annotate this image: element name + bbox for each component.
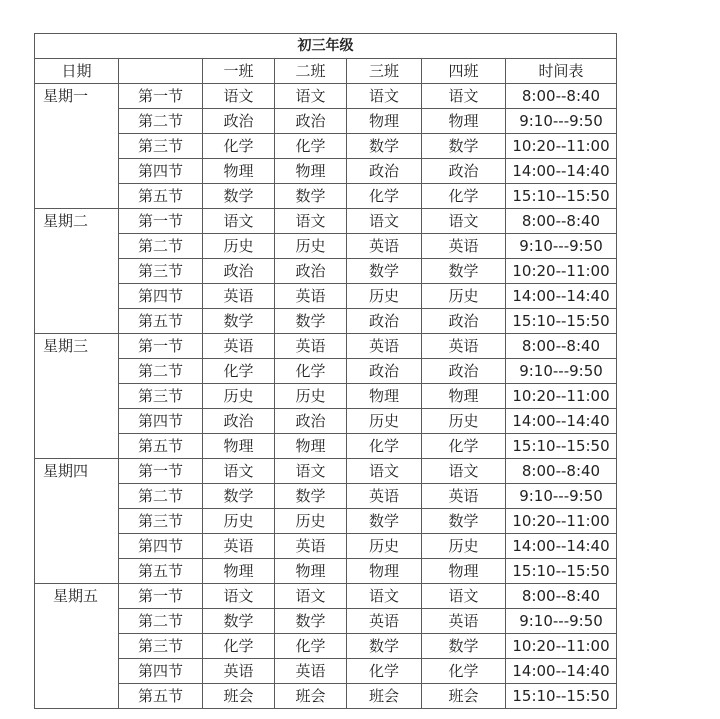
period-label: 第四节 <box>119 659 203 684</box>
period-label: 第三节 <box>119 509 203 534</box>
period-label: 第五节 <box>119 309 203 334</box>
class-subject-cell: 历史 <box>422 534 506 559</box>
class-subject-cell: 化学 <box>347 434 422 459</box>
table-row <box>35 484 617 509</box>
class-subject-cell: 语文 <box>203 84 275 109</box>
class-subject-cell: 英语 <box>347 609 422 634</box>
class-subject-cell: 语文 <box>422 584 506 609</box>
day-label: 星期二 <box>35 209 119 334</box>
class-subject-cell: 英语 <box>275 284 347 309</box>
time-cell: 10:20--11:00 <box>506 634 617 659</box>
class-subject-cell: 英语 <box>422 484 506 509</box>
table-row <box>35 384 617 409</box>
class-subject-cell: 化学 <box>275 134 347 159</box>
header-class-3: 三班 <box>347 59 422 84</box>
class-subject-cell: 语文 <box>203 209 275 234</box>
class-subject-cell: 语文 <box>422 209 506 234</box>
class-subject-cell: 语文 <box>203 459 275 484</box>
table-row <box>35 559 617 584</box>
table-title: 初三年级 <box>35 34 617 59</box>
period-label: 第三节 <box>119 634 203 659</box>
time-cell: 15:10--15:50 <box>506 684 617 709</box>
table-row <box>35 84 617 109</box>
period-label: 第一节 <box>119 209 203 234</box>
class-subject-cell: 语文 <box>347 209 422 234</box>
class-subject-cell: 化学 <box>203 134 275 159</box>
time-cell: 9:10---9:50 <box>506 484 617 509</box>
header-class-4: 四班 <box>422 59 506 84</box>
class-subject-cell: 语文 <box>347 584 422 609</box>
class-subject-cell: 物理 <box>203 434 275 459</box>
class-subject-cell: 化学 <box>203 359 275 384</box>
class-subject-cell: 化学 <box>347 184 422 209</box>
table-row <box>35 109 617 134</box>
time-cell: 15:10--15:50 <box>506 559 617 584</box>
period-label: 第一节 <box>119 584 203 609</box>
class-subject-cell: 政治 <box>422 309 506 334</box>
table-row <box>35 659 617 684</box>
class-subject-cell: 班会 <box>422 684 506 709</box>
class-subject-cell: 数学 <box>347 509 422 534</box>
class-subject-cell: 语文 <box>422 459 506 484</box>
time-cell: 8:00--8:40 <box>506 459 617 484</box>
period-label: 第五节 <box>119 559 203 584</box>
class-subject-cell: 化学 <box>422 659 506 684</box>
header-date: 日期 <box>35 59 119 84</box>
table-row <box>35 334 617 359</box>
class-subject-cell: 语文 <box>275 209 347 234</box>
class-subject-cell: 数学 <box>203 309 275 334</box>
time-cell: 8:00--8:40 <box>506 209 617 234</box>
class-subject-cell: 数学 <box>275 184 347 209</box>
time-cell: 9:10---9:50 <box>506 609 617 634</box>
table-row <box>35 409 617 434</box>
header-period <box>119 59 203 84</box>
class-subject-cell: 历史 <box>203 509 275 534</box>
time-cell: 8:00--8:40 <box>506 84 617 109</box>
class-subject-cell: 物理 <box>422 559 506 584</box>
class-subject-cell: 英语 <box>275 334 347 359</box>
period-label: 第一节 <box>119 84 203 109</box>
class-subject-cell: 化学 <box>422 434 506 459</box>
class-subject-cell: 班会 <box>203 684 275 709</box>
class-subject-cell: 历史 <box>275 234 347 259</box>
period-label: 第五节 <box>119 434 203 459</box>
class-subject-cell: 物理 <box>275 434 347 459</box>
period-label: 第五节 <box>119 184 203 209</box>
class-subject-cell: 化学 <box>347 659 422 684</box>
class-subject-cell: 英语 <box>347 334 422 359</box>
table-row <box>35 584 617 609</box>
period-label: 第四节 <box>119 534 203 559</box>
class-subject-cell: 数学 <box>347 634 422 659</box>
class-subject-cell: 数学 <box>347 134 422 159</box>
class-subject-cell: 英语 <box>347 234 422 259</box>
schedule-table <box>34 33 617 709</box>
class-subject-cell: 英语 <box>275 659 347 684</box>
period-label: 第四节 <box>119 409 203 434</box>
class-subject-cell: 历史 <box>422 284 506 309</box>
period-label: 第二节 <box>119 234 203 259</box>
class-subject-cell: 数学 <box>422 634 506 659</box>
class-subject-cell: 语文 <box>347 84 422 109</box>
class-subject-cell: 政治 <box>422 159 506 184</box>
class-subject-cell: 物理 <box>422 384 506 409</box>
time-cell: 8:00--8:40 <box>506 584 617 609</box>
time-cell: 10:20--11:00 <box>506 384 617 409</box>
table-row <box>35 159 617 184</box>
class-subject-cell: 英语 <box>422 234 506 259</box>
class-subject-cell: 政治 <box>422 359 506 384</box>
class-subject-cell: 数学 <box>275 609 347 634</box>
period-label: 第四节 <box>119 284 203 309</box>
class-subject-cell: 英语 <box>203 659 275 684</box>
period-label: 第五节 <box>119 684 203 709</box>
time-cell: 8:00--8:40 <box>506 334 617 359</box>
class-subject-cell: 英语 <box>422 334 506 359</box>
table-row <box>35 609 617 634</box>
class-subject-cell: 化学 <box>275 634 347 659</box>
class-subject-cell: 数学 <box>422 134 506 159</box>
class-subject-cell: 物理 <box>275 559 347 584</box>
class-subject-cell: 英语 <box>203 334 275 359</box>
class-subject-cell: 物理 <box>347 109 422 134</box>
class-subject-cell: 历史 <box>347 284 422 309</box>
time-cell: 9:10---9:50 <box>506 109 617 134</box>
time-cell: 14:00--14:40 <box>506 409 617 434</box>
class-subject-cell: 历史 <box>275 384 347 409</box>
time-cell: 10:20--11:00 <box>506 509 617 534</box>
table-row <box>35 359 617 384</box>
day-label: 星期四 <box>35 459 119 584</box>
period-label: 第一节 <box>119 459 203 484</box>
class-subject-cell: 历史 <box>203 384 275 409</box>
class-subject-cell: 数学 <box>275 484 347 509</box>
class-subject-cell: 语文 <box>422 84 506 109</box>
class-subject-cell: 数学 <box>275 309 347 334</box>
class-subject-cell: 政治 <box>203 409 275 434</box>
header-class-2: 二班 <box>275 59 347 84</box>
class-subject-cell: 语文 <box>275 584 347 609</box>
class-subject-cell: 物理 <box>347 384 422 409</box>
class-subject-cell: 物理 <box>347 559 422 584</box>
class-subject-cell: 班会 <box>275 684 347 709</box>
time-cell: 15:10--15:50 <box>506 184 617 209</box>
period-label: 第二节 <box>119 359 203 384</box>
class-subject-cell: 政治 <box>275 109 347 134</box>
table-row <box>35 634 617 659</box>
period-label: 第二节 <box>119 109 203 134</box>
table-row <box>35 309 617 334</box>
class-subject-cell: 语文 <box>347 459 422 484</box>
class-subject-cell: 英语 <box>422 609 506 634</box>
class-subject-cell: 英语 <box>275 534 347 559</box>
table-row <box>35 284 617 309</box>
class-subject-cell: 物理 <box>275 159 347 184</box>
table-row <box>35 234 617 259</box>
table-row <box>35 534 617 559</box>
class-subject-cell: 数学 <box>422 509 506 534</box>
day-label: 星期五 <box>35 584 119 709</box>
period-label: 第一节 <box>119 334 203 359</box>
table-row <box>35 434 617 459</box>
class-subject-cell: 历史 <box>347 534 422 559</box>
class-subject-cell: 历史 <box>203 234 275 259</box>
time-cell: 10:20--11:00 <box>506 134 617 159</box>
time-cell: 14:00--14:40 <box>506 659 617 684</box>
class-subject-cell: 政治 <box>347 309 422 334</box>
class-subject-cell: 数学 <box>347 259 422 284</box>
class-subject-cell: 数学 <box>203 484 275 509</box>
time-cell: 10:20--11:00 <box>506 259 617 284</box>
class-subject-cell: 化学 <box>203 634 275 659</box>
class-subject-cell: 英语 <box>347 484 422 509</box>
class-subject-cell: 数学 <box>203 184 275 209</box>
class-subject-cell: 数学 <box>203 609 275 634</box>
class-subject-cell: 政治 <box>347 359 422 384</box>
class-subject-cell: 政治 <box>275 259 347 284</box>
class-subject-cell: 物理 <box>203 159 275 184</box>
class-subject-cell: 物理 <box>422 109 506 134</box>
period-label: 第三节 <box>119 384 203 409</box>
class-subject-cell: 语文 <box>203 584 275 609</box>
header-row <box>35 59 617 84</box>
class-subject-cell: 语文 <box>275 459 347 484</box>
day-label: 星期三 <box>35 334 119 459</box>
class-subject-cell: 历史 <box>347 409 422 434</box>
class-subject-cell: 化学 <box>422 184 506 209</box>
class-subject-cell: 政治 <box>275 409 347 434</box>
period-label: 第三节 <box>119 134 203 159</box>
table-row <box>35 134 617 159</box>
table-row <box>35 184 617 209</box>
day-label: 星期一 <box>35 84 119 209</box>
class-subject-cell: 政治 <box>347 159 422 184</box>
class-subject-cell: 英语 <box>203 534 275 559</box>
class-subject-cell: 历史 <box>275 509 347 534</box>
title-row <box>35 34 617 59</box>
time-cell: 9:10---9:50 <box>506 359 617 384</box>
table-row <box>35 509 617 534</box>
table-row <box>35 209 617 234</box>
time-cell: 14:00--14:40 <box>506 159 617 184</box>
class-subject-cell: 历史 <box>422 409 506 434</box>
period-label: 第四节 <box>119 159 203 184</box>
time-cell: 9:10---9:50 <box>506 234 617 259</box>
header-timetable: 时间表 <box>506 59 617 84</box>
class-subject-cell: 数学 <box>422 259 506 284</box>
time-cell: 15:10--15:50 <box>506 434 617 459</box>
class-subject-cell: 政治 <box>203 259 275 284</box>
header-class-1: 一班 <box>203 59 275 84</box>
time-cell: 15:10--15:50 <box>506 309 617 334</box>
table-row <box>35 684 617 709</box>
period-label: 第三节 <box>119 259 203 284</box>
time-cell: 14:00--14:40 <box>506 284 617 309</box>
table-row <box>35 459 617 484</box>
class-subject-cell: 英语 <box>203 284 275 309</box>
period-label: 第二节 <box>119 484 203 509</box>
time-cell: 14:00--14:40 <box>506 534 617 559</box>
class-subject-cell: 物理 <box>203 559 275 584</box>
class-subject-cell: 政治 <box>203 109 275 134</box>
period-label: 第二节 <box>119 609 203 634</box>
class-subject-cell: 语文 <box>275 84 347 109</box>
class-subject-cell: 班会 <box>347 684 422 709</box>
table-row <box>35 259 617 284</box>
class-subject-cell: 化学 <box>275 359 347 384</box>
